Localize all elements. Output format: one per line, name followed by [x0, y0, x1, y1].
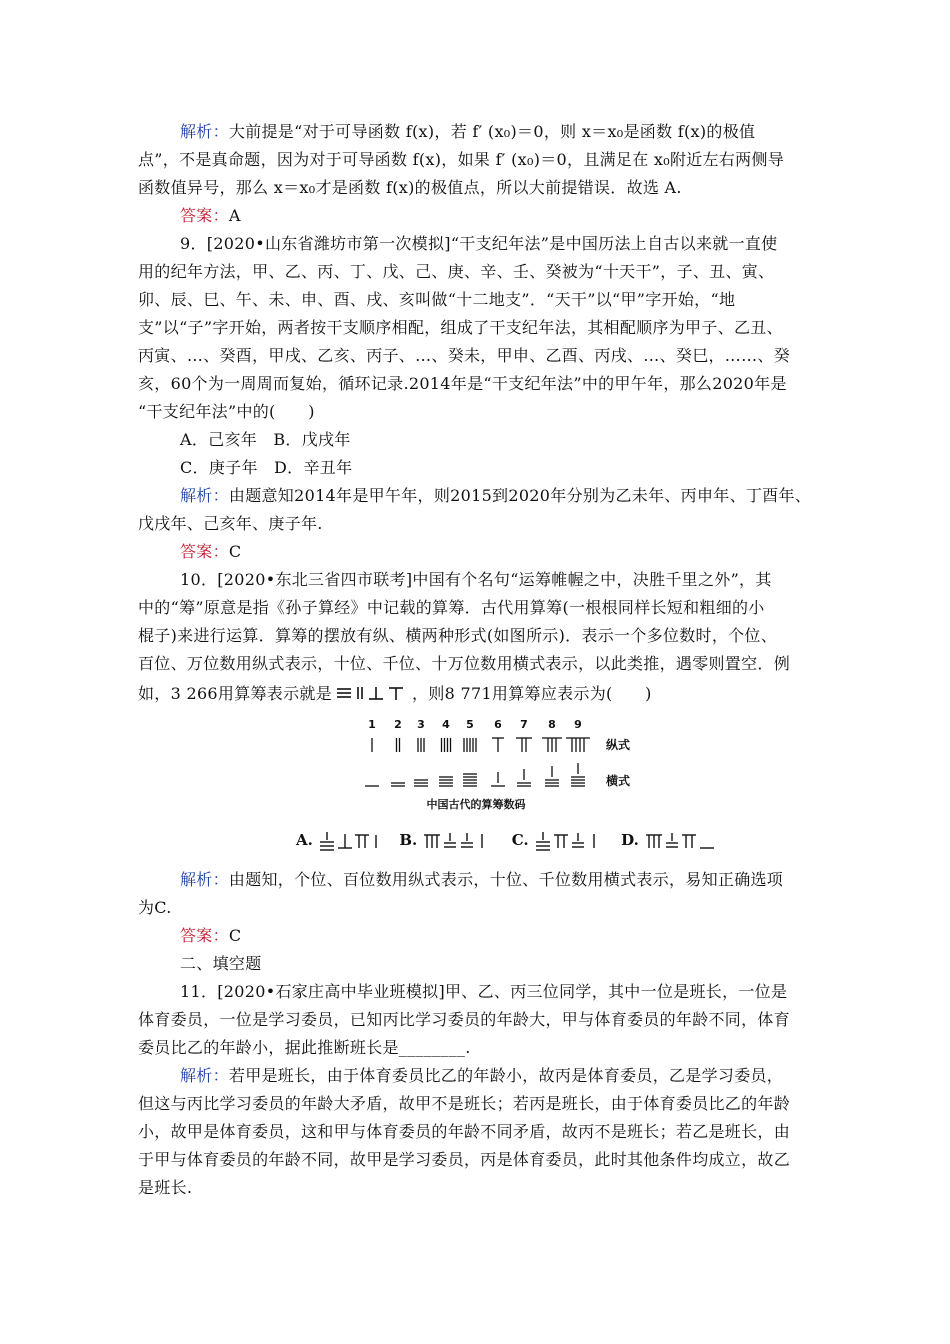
option-d-rods	[644, 830, 716, 852]
q11-stem-line: 体育委员，一位是学习委员，已知丙比学习委员的年龄大，甲与体育委员的年龄不同，体育	[138, 1010, 791, 1029]
q9-stem-line: 支”以“子”字开始，两者按干支顺序相配，组成了干支纪年法，其相配顺序为甲子、乙丑、	[138, 318, 783, 337]
option-d: D.	[621, 831, 716, 849]
answer-label: 答案：	[180, 926, 229, 945]
q9-stem-line: 9．[2020•山东省潍坊市第一次模拟]“干支纪年法”是中国历法上自古以来就一直使	[180, 234, 778, 253]
q10-stem-line: 中的“筹”原意是指《孙子算经》中记载的算筹．古代用算筹(一根根同样长短和粗细的小	[138, 598, 765, 617]
option-b: B.	[399, 831, 492, 849]
q9-options: C．庚子年 D．辛丑年	[180, 458, 353, 477]
digit-label: 9	[574, 718, 582, 731]
q9-stem-line: 丙寅、…、癸酉，甲戌、乙亥、丙子、…、癸未，甲申、乙酉、丙戌、…、癸巳，……、癸	[138, 346, 791, 365]
option-a: A.	[296, 831, 380, 849]
q10-stem-line: 如，3 266用算筹表示就是 ，则8 771用算筹应表示为( )	[138, 684, 652, 703]
option-c-rods	[534, 830, 602, 852]
digit-label: 6	[494, 718, 502, 731]
q9-analysis-line: 解析：由题意知2014年是甲午年，则2015到2020年分别为乙未年、丙申年、丁酉年、	[180, 486, 812, 505]
q9-stem-line: 卯、辰、巳、午、未、申、酉、戌、亥叫做“十二地支”．“天干”以“甲”字开始，“地	[138, 290, 736, 309]
digit-label: 3	[417, 718, 425, 731]
digit-label: 7	[520, 718, 528, 731]
q11-analysis-line: 是班长.	[138, 1178, 193, 1197]
q9-analysis-line: 戊戌年、己亥年、庚子年.	[138, 514, 323, 533]
q10-answer: 答案：C	[180, 926, 242, 945]
counting-rod-figure	[360, 716, 660, 816]
q11-analysis-line: 小，故甲是体育委员，这和甲与体育委员的年龄不同矛盾，故丙不是班长；若乙是班长，由	[138, 1122, 791, 1141]
q8-analysis-line: 函数值异号，那么 x＝x₀才是函数 f(x)的极值点，所以大前提错误．故选 A.	[138, 178, 682, 197]
figure-caption: 中国古代的算筹数码	[426, 798, 526, 811]
vertical-form-label: 纵式	[606, 738, 631, 752]
q10-stem-line: 百位、万位数用纵式表示，十位、千位、十万位数用横式表示，以此类推，遇零则置空．例	[138, 654, 791, 673]
digit-label: 2	[394, 718, 402, 731]
q8-analysis-line: 点”，不是真命题，因为对于可导函数 f(x)，如果 f′ (x₀)＝0，且满足在 x₀附近左右两侧导	[138, 150, 785, 169]
answer-label: 答案：	[180, 206, 229, 225]
option-b-rods	[422, 830, 492, 852]
q9-stem-line: 亥，60个为一周周而复始，循环记录.2014年是“干支纪年法”中的甲午年，那么2020年是	[138, 374, 787, 393]
q10-analysis-line: 为C.	[138, 898, 172, 917]
q10-analysis-line: 解析：由题知，个位、百位数用纵式表示，十位、千位数用横式表示，易知正确选项	[180, 870, 784, 889]
section-title: 二、填空题	[180, 954, 262, 973]
q10-stem-line: 10．[2020•东北三省四市联考]中国有个名句“运筹帷幄之中，决胜千里之外”，其	[180, 570, 772, 589]
digit-label: 5	[466, 718, 474, 731]
analysis-label: 解析：	[180, 122, 229, 141]
q8-analysis-line: 解析：大前提是“对于可导函数 f(x)，若 f′ (x₀)＝0，则 x＝x₀是函数 f(x)的极值	[180, 122, 756, 141]
q8-answer: 答案：A	[180, 206, 241, 225]
q10-options	[296, 830, 730, 852]
q11-stem-line: 11．[2020•石家庄高中毕业班模拟]甲、乙、丙三位同学，其中一位是班长，一位是	[180, 982, 788, 1001]
analysis-label: 解析：	[180, 486, 229, 505]
q9-stem-line: “干支纪年法”中的( )	[138, 402, 315, 421]
q9-answer: 答案：C	[180, 542, 242, 561]
analysis-label: 解析：	[180, 870, 229, 889]
q9-stem-line: 用的纪年方法，甲、乙、丙、丁、戊、己、庚、辛、壬、癸被为“十天干”，子、丑、寅、	[138, 262, 775, 281]
digit-label: 1	[368, 718, 376, 731]
horizontal-form-label: 横式	[606, 774, 631, 788]
q9-options: A．己亥年 B．戊戌年	[180, 430, 351, 449]
option-c: C.	[512, 831, 602, 849]
q11-analysis-line: 于甲与体育委员的年龄不同，故甲是学习委员，丙是体育委员，此时其他条件均成立，故乙	[138, 1150, 791, 1169]
analysis-label: 解析：	[180, 1066, 229, 1085]
counting-rod-3266	[335, 685, 409, 701]
q11-stem-line: 委员比乙的年龄小，据此推断班长是________.	[138, 1038, 471, 1057]
q11-analysis-line: 解析：若甲是班长，由于体育委员比乙的年龄小，故丙是体育委员，乙是学习委员，	[180, 1066, 784, 1085]
option-a-rods	[318, 830, 380, 852]
digit-label: 8	[548, 718, 556, 731]
answer-label: 答案：	[180, 542, 229, 561]
digit-label: 4	[442, 718, 450, 731]
q10-stem-line: 棍子)来进行运算．算筹的摆放有纵、横两种形式(如图所示)．表示一个多位数时，个位、	[138, 626, 778, 645]
q11-analysis-line: 但这与丙比学习委员的年龄大矛盾，故甲不是班长；若丙是班长，由于体育委员比乙的年龄	[138, 1094, 791, 1113]
